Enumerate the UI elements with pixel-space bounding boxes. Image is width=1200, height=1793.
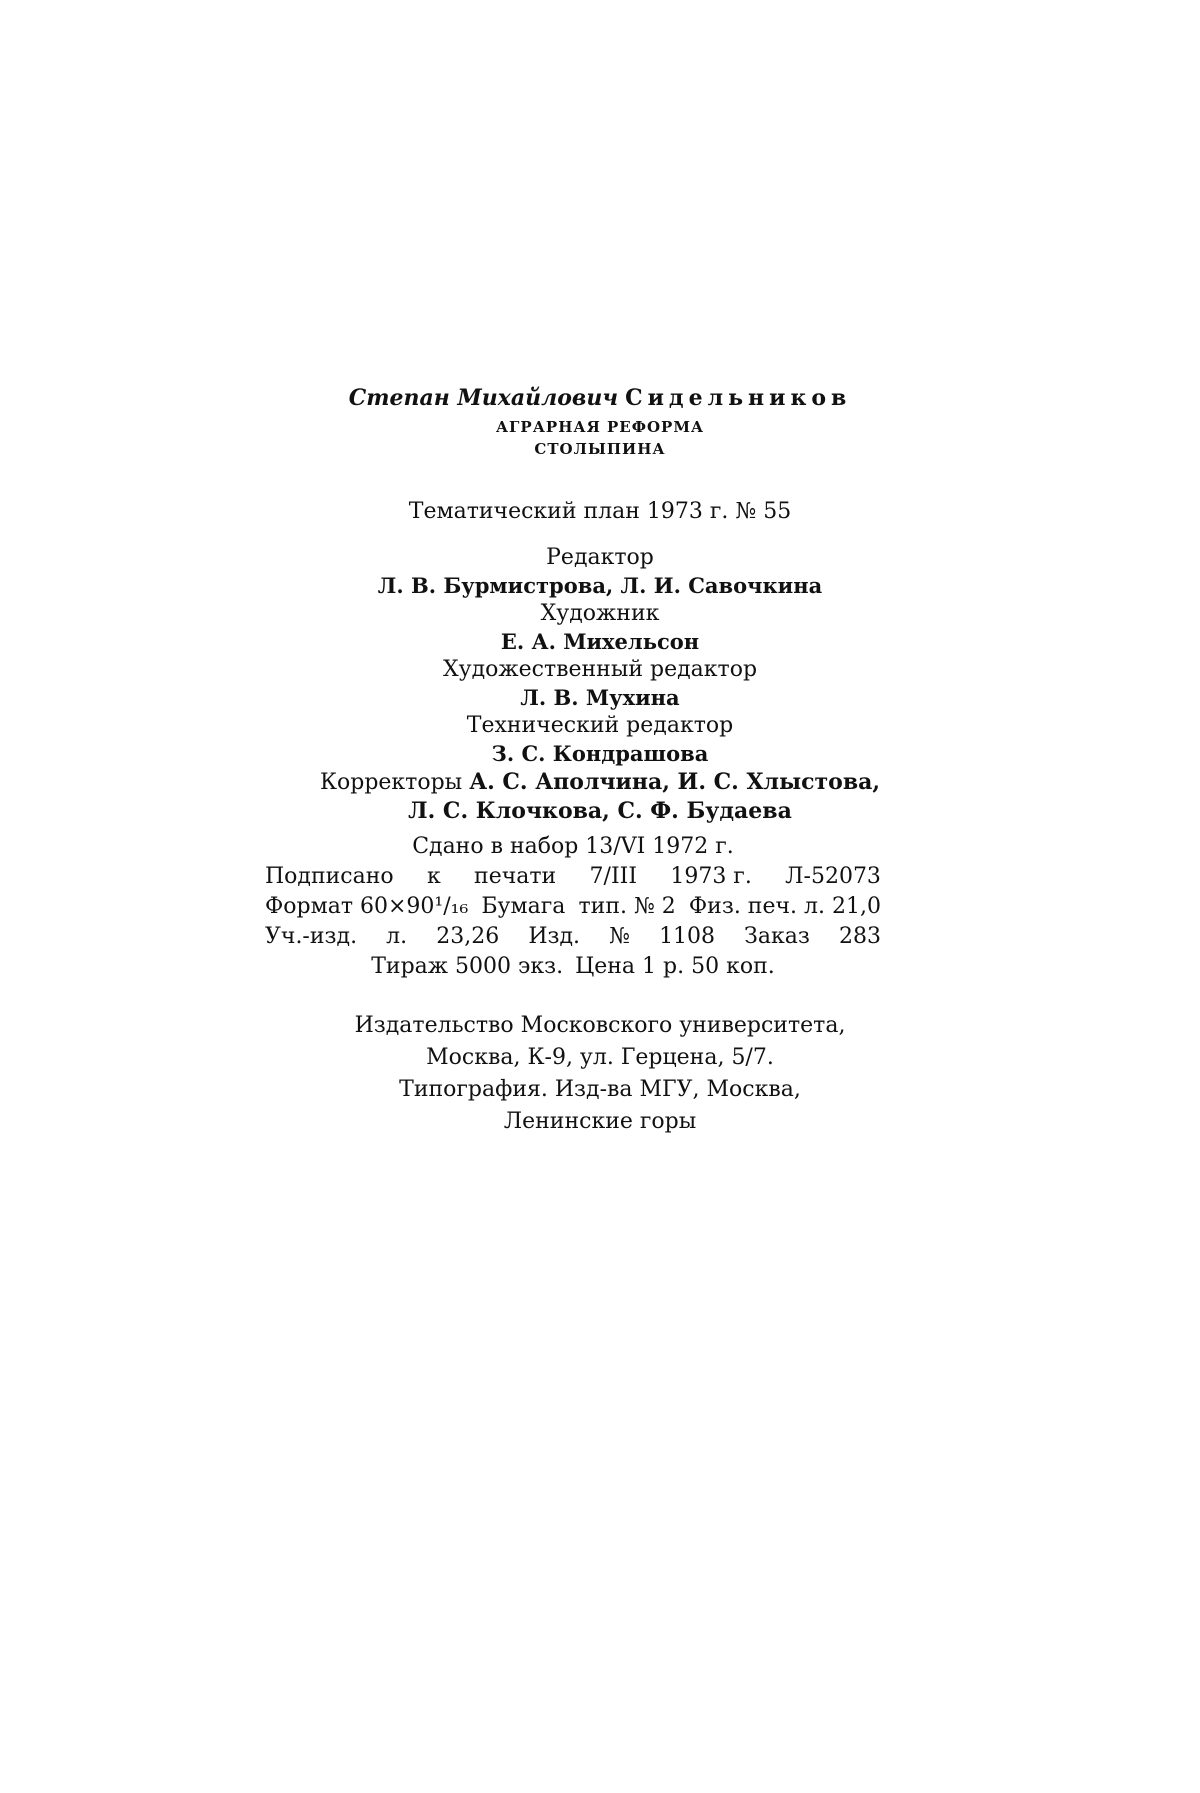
signed-word-1: Подписано xyxy=(265,864,394,889)
uch-value: 23,26 xyxy=(436,924,500,949)
uch-label: Уч.-изд. xyxy=(265,924,358,949)
signed-word-2: к xyxy=(426,864,441,889)
author-first-names: Степан Михайлович xyxy=(348,385,619,411)
author-last-name: Сидельников xyxy=(625,385,852,411)
publisher-line-1: Издательство Московского университета, xyxy=(354,1013,846,1038)
correctors-role: Корректоры xyxy=(319,770,463,795)
typeset-date xyxy=(265,832,881,862)
correctors-line-1 xyxy=(0,768,1200,797)
izd-number: 1108 xyxy=(659,924,716,949)
editor-role: Редактор xyxy=(546,545,654,570)
publishing-sheets-line xyxy=(265,922,881,952)
tech-editor-role: Технический редактор xyxy=(466,713,734,738)
uch-l: л. xyxy=(386,924,408,949)
artist-role: Художник xyxy=(540,601,660,626)
publisher-block xyxy=(0,1010,1200,1138)
thematic-plan xyxy=(0,498,1200,526)
art-editor-name: Л. В. Мухина xyxy=(520,685,680,710)
author-heading xyxy=(0,384,1200,413)
title-line-1: АГРАРНАЯ РЕФОРМА xyxy=(495,418,705,436)
order-number: 283 xyxy=(838,924,881,949)
signed-word-3: печати xyxy=(474,864,557,889)
correctors-names-1: А. С. Аполчина, И. С. Хлыстова, xyxy=(469,769,881,795)
credits xyxy=(0,544,1200,826)
paper-type: тип. № 2 xyxy=(578,894,676,919)
publisher-line-2: Москва, К-9, ул. Герцена, 5/7. xyxy=(426,1045,774,1070)
tech-editor-name: З. С. Кондрашова xyxy=(491,741,709,766)
price: Цена 1 р. 50 коп. xyxy=(575,954,775,979)
izd-no: № xyxy=(609,924,630,949)
author-name xyxy=(0,384,1200,413)
license-number: Л-52073 xyxy=(785,864,881,889)
thematic-plan-line: Тематический план 1973 г. № 55 xyxy=(408,499,792,524)
izd-label: Изд. xyxy=(528,924,581,949)
typeset-text: Сдано в набор 13/VI 1972 г. xyxy=(412,834,734,859)
signed-for-print xyxy=(265,862,881,892)
artist-name: Е. А. Михельсон xyxy=(500,629,700,654)
signed-date: 7/III xyxy=(589,864,638,889)
order-label: Заказ xyxy=(744,924,810,949)
book-title xyxy=(0,416,1200,460)
format-line xyxy=(265,892,881,922)
print-run: Тираж 5000 экз. xyxy=(371,954,564,979)
print-run-line xyxy=(265,952,881,982)
publisher-line-4: Ленинские горы xyxy=(503,1109,697,1134)
editor-names: Л. В. Бурмистрова, Л. И. Савочкина xyxy=(377,573,823,598)
art-editor-role: Художественный редактор xyxy=(442,657,758,682)
imprint-block xyxy=(265,832,881,982)
correctors-names-2: Л. С. Клочкова, С. Ф. Будаева xyxy=(408,798,792,824)
correctors-line-2 xyxy=(0,797,1200,826)
publisher-line-3: Типография. Изд-ва МГУ, Москва, xyxy=(399,1077,801,1102)
format-value: Формат 60×90¹/₁₆ xyxy=(265,894,469,919)
signed-year: 1973 г. xyxy=(670,864,752,889)
title-line-2: СТОЛЫПИНА xyxy=(534,440,666,458)
paper-label: Бумага xyxy=(481,894,566,919)
printed-sheets: Физ. печ. л. 21,0 xyxy=(688,894,881,919)
